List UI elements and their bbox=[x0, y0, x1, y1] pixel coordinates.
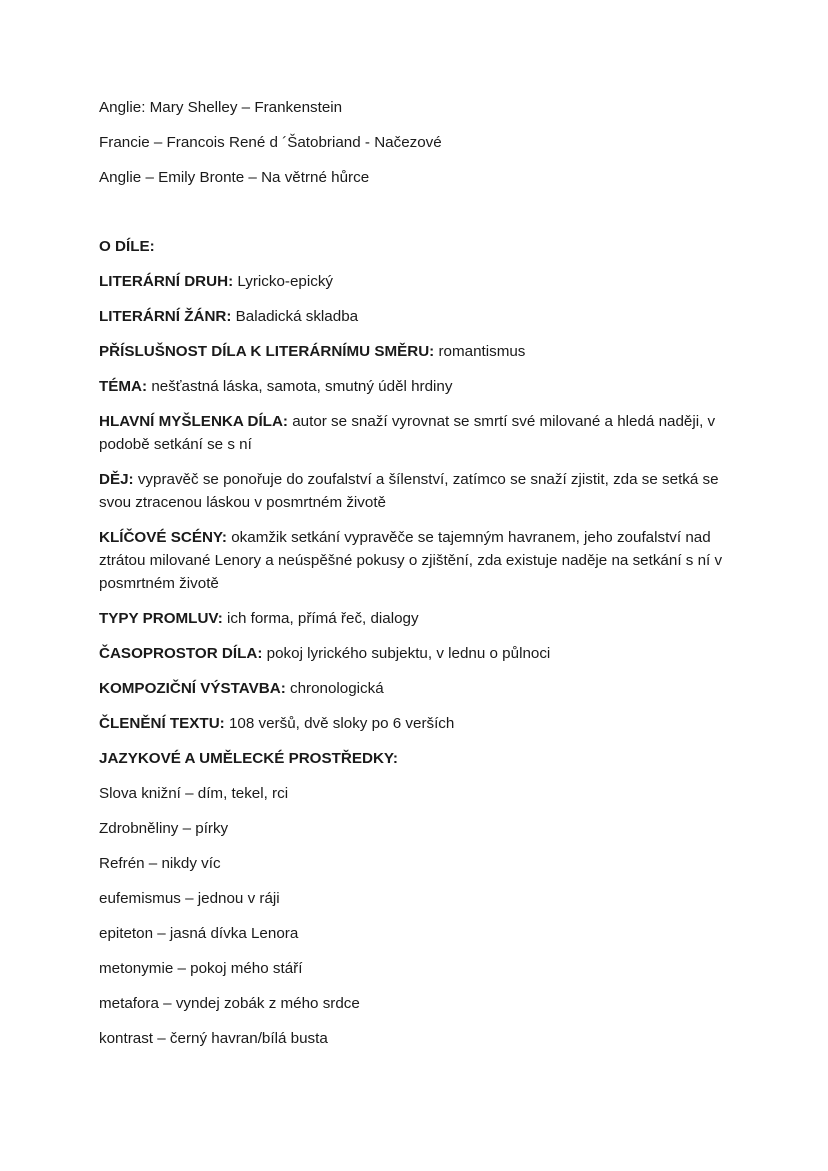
field-dej bbox=[99, 468, 739, 514]
field-tema bbox=[99, 375, 739, 398]
device-item: kontrast – černý havran/bílá busta bbox=[99, 1030, 328, 1047]
device-item: metonymie – pokoj mého stáří bbox=[99, 960, 303, 977]
field-label: LITERÁRNÍ ŽÁNR: bbox=[99, 308, 232, 325]
field-druh bbox=[99, 270, 739, 293]
field-label: TYPY PROMLUV: bbox=[99, 610, 223, 627]
field-value: romantismus bbox=[434, 343, 526, 360]
field-promluvy bbox=[99, 607, 739, 630]
field-kompozice bbox=[99, 677, 739, 700]
field-value: okamžik setkání vypravěče se tajemným havranem, jeho zoufalství nad ztrátou milované Lenory a neúspěšné pokusy o zjištění, zda existuje naděje na setkání s ní v posmrtném životě bbox=[99, 529, 723, 592]
field-casoprostor bbox=[99, 642, 739, 665]
field-label: KLÍČOVÉ SCÉNY: bbox=[99, 529, 227, 546]
field-smer bbox=[99, 340, 739, 363]
field-value: vypravěč se ponořuje do zoufalství a šílenství, zatímco se snaží zjistit, zda se setká se svou ztracenou láskou v posmrtném životě bbox=[99, 471, 719, 511]
field-value: Lyricko-epický bbox=[233, 273, 334, 290]
field-label: DĚJ: bbox=[99, 471, 134, 488]
spacer bbox=[99, 189, 739, 235]
field-cleneni bbox=[99, 712, 739, 735]
document-page bbox=[99, 96, 739, 1050]
device-item: Slova knižní – dím, tekel, rci bbox=[99, 785, 289, 802]
field-label: ČLENĚNÍ TEXTU: bbox=[99, 715, 225, 732]
intro-line: Anglie – Emily Bronte – Na větrné hůrce bbox=[99, 169, 370, 186]
device-item: eufemismus – jednou v ráji bbox=[99, 890, 280, 907]
devices-heading: JAZYKOVÉ A UMĚLECKÉ PROSTŘEDKY: bbox=[99, 750, 398, 767]
field-label: ČASOPROSTOR DÍLA: bbox=[99, 645, 263, 662]
field-value: autor se snaží vyrovnat se smrtí své milované a hledá naději, v podobě setkání se s ní bbox=[99, 413, 716, 453]
section-heading: O DÍLE: bbox=[99, 238, 155, 255]
field-value: 108 veršů, dvě sloky po 6 verších bbox=[224, 715, 455, 732]
intro-line: Anglie: Mary Shelley – Frankenstein bbox=[99, 99, 343, 116]
field-value: nešťastná láska, samota, smutný úděl hrdiny bbox=[147, 378, 453, 395]
field-label: TÉMA: bbox=[99, 378, 148, 395]
intro-line: Francie – Francois René d ´Šatobriand - Načezové bbox=[99, 134, 442, 151]
field-value: Baladická skladba bbox=[231, 308, 359, 325]
field-label: KOMPOZIČNÍ VÝSTAVBA: bbox=[99, 680, 286, 697]
field-sceny bbox=[99, 526, 739, 595]
field-value: ich forma, přímá řeč, dialogy bbox=[222, 610, 419, 627]
field-label: PŘÍSLUŠNOST DÍLA K LITERÁRNÍMU SMĚRU: bbox=[99, 343, 435, 360]
device-item: metafora – vyndej zobák z mého srdce bbox=[99, 995, 360, 1012]
field-zanr bbox=[99, 305, 739, 328]
field-myslenka bbox=[99, 410, 739, 456]
device-item: Refrén – nikdy víc bbox=[99, 855, 221, 872]
field-value: chronologická bbox=[285, 680, 384, 697]
device-item: epiteton – jasná dívka Lenora bbox=[99, 925, 299, 942]
field-value: pokoj lyrického subjektu, v lednu o půlnoci bbox=[262, 645, 551, 662]
field-label: LITERÁRNÍ DRUH: bbox=[99, 273, 234, 290]
field-label: HLAVNÍ MYŠLENKA DÍLA: bbox=[99, 413, 288, 430]
device-item: Zdrobněliny – pírky bbox=[99, 820, 229, 837]
